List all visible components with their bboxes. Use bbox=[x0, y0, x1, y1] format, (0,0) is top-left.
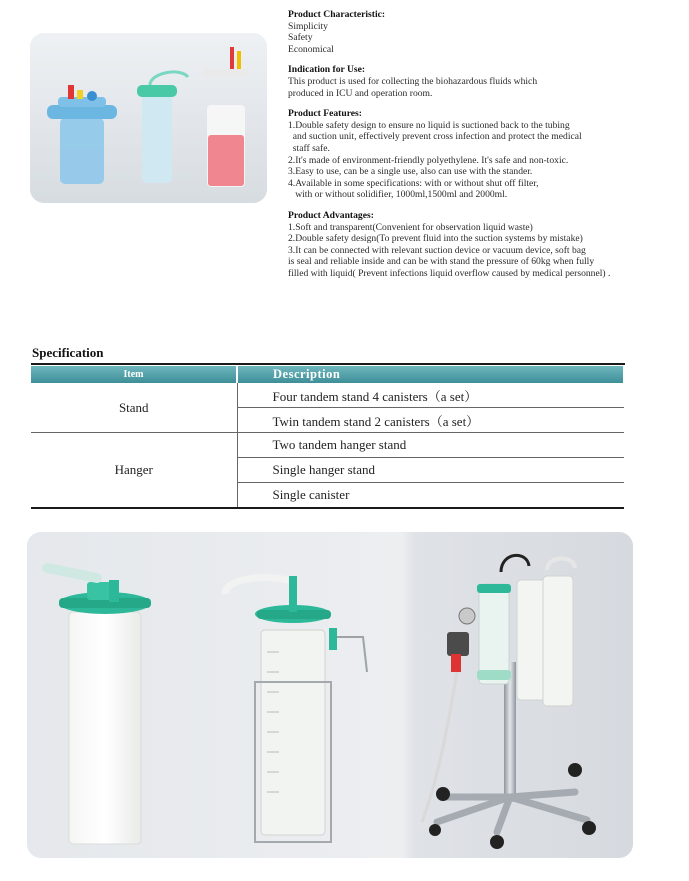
specification-top-rule bbox=[31, 363, 625, 365]
description-cell: Single hanger stand bbox=[237, 458, 624, 483]
characteristic-item: Economical bbox=[288, 43, 334, 55]
advantage-line: 2.Double safety design(To prevent fluid into the suction systems by mistake) bbox=[288, 233, 583, 245]
advantage-line: 3.It can be connected with relevant suction device or vacuum device, soft bag bbox=[288, 244, 586, 256]
indication-line: This product is used for collecting the biohazardous fluids which bbox=[288, 75, 538, 87]
advantages-heading: Product Advantages: bbox=[288, 209, 374, 221]
group-cell-stand: Stand bbox=[31, 383, 237, 433]
specification-table bbox=[31, 366, 625, 509]
advantage-line: is seal and reliable inside and can be with stand the pressure of 60kg when fully bbox=[288, 256, 595, 268]
characteristic-item: Simplicity bbox=[288, 20, 328, 32]
indication-heading: Indication for Use: bbox=[288, 64, 366, 76]
feature-line: and suction unit, effectively prevent cross infection and protect the medical bbox=[288, 131, 582, 143]
indication-line: produced in ICU and operation room. bbox=[288, 87, 433, 99]
table-header-row bbox=[31, 366, 624, 383]
table-row bbox=[31, 433, 624, 458]
item-column-header: Item bbox=[31, 366, 237, 383]
bottom-product-photo bbox=[27, 532, 633, 858]
description-cell: Two tandem hanger stand bbox=[237, 433, 624, 458]
features-heading: Product Features: bbox=[288, 108, 362, 120]
specification-title: Specification bbox=[32, 345, 104, 360]
advantage-line: 1.Soft and transparent(Convenient for observation liquid waste) bbox=[288, 221, 533, 233]
feature-line: 1.Double safety design to ensure no liquid is suctioned back to the tubing bbox=[288, 119, 570, 131]
product-description bbox=[288, 9, 683, 279]
feature-line: 4.Available in some specifications: with or without shut off filter, bbox=[288, 177, 539, 189]
characteristics-heading: Product Characteristic: bbox=[288, 9, 386, 20]
feature-line: staff safe. bbox=[288, 142, 330, 154]
description-cell: Four tandem stand 4 canisters（a set） bbox=[237, 383, 624, 408]
feature-line: 2.It's made of environment-friendly polyethylene. It's safe and non-toxic. bbox=[288, 154, 569, 166]
top-product-photo bbox=[30, 33, 267, 203]
characteristic-item: Safety bbox=[288, 32, 313, 44]
feature-line: with or without solidifier, 1000ml,1500ml and 2000ml. bbox=[288, 189, 508, 201]
description-column-header: Description bbox=[237, 366, 624, 383]
description-cell: Twin tandem stand 2 canisters（a set） bbox=[237, 408, 624, 433]
feature-line: 3.Easy to use, can be a single use, also can use with the stander. bbox=[288, 166, 533, 178]
group-cell-hanger: Hanger bbox=[31, 433, 237, 509]
table-row bbox=[31, 383, 624, 408]
advantage-line: filled with liquid( Prevent infections liquid overflow caused by medical personnel) . bbox=[288, 267, 611, 279]
canister-stand-illustration bbox=[27, 532, 633, 858]
description-cell: Single canister bbox=[237, 483, 624, 509]
canisters-illustration bbox=[30, 33, 267, 203]
